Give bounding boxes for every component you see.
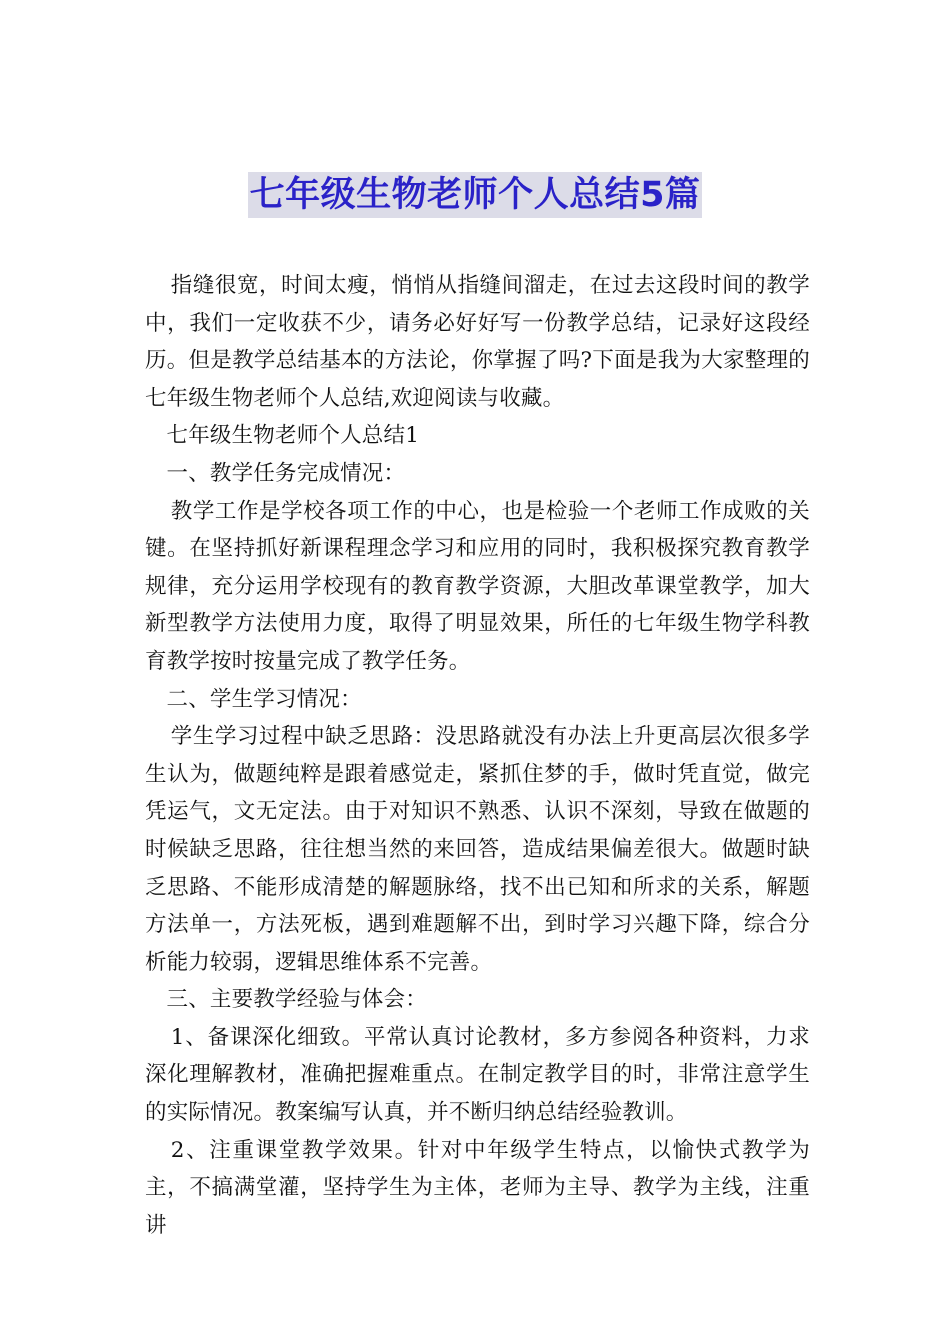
body-paragraph: 学生学习过程中缺乏思路：没思路就没有办法上升更高层次很多学生认为，做题纯粹是跟着感觉走，紧抓住梦的手，做时凭直觉，做完凭运气，文无定法。由于对知识不熟悉、认识不深刻，导致在做题的时候缺乏思路，往往想当然的来回答，造成结果偏差很大。做题时缺乏思路、不能形成清楚的解题脉络，找不出已知和所求的关系，解题方法单一，方法死板，遇到难题解不出，到时学习兴趣下降，综合分析能力较弱，逻辑思维体系不完善。 bbox=[145, 724, 810, 975]
intro-paragraph: 指缝很宽，时间太瘦，悄悄从指缝间溜走，在过去这段时间的教学中，我们一定收获不少，请务必好好写一份教学总结，记录好这段经历。但是教学总结基本的方法论，你掌握了吗?下面是我为大家整理的七年级生物老师个人总结,欢迎阅读与收藏。 bbox=[145, 273, 810, 411]
document-body bbox=[145, 267, 810, 1244]
list-item: 2、注重课堂教学效果。针对中年级学生特点，以愉快式教学为主，不搞满堂灌，坚持学生为主体，老师为主导、教学为主线，注重讲 bbox=[145, 1137, 810, 1238]
title-wrap bbox=[0, 172, 950, 218]
document-title: 七年级生物老师个人总结5篇 bbox=[248, 172, 703, 218]
list-item: 1、备课深化细致。平常认真讨论教材，多方参阅各种资料，力求深化理解教材，准确把握难重点。在制定教学目的时，非常注意学生的实际情况。教案编写认真，并不断归纳总结经验教训。 bbox=[145, 1024, 810, 1126]
body-paragraph: 教学工作是学校各项工作的中心，也是检验一个老师工作成败的关键。在坚持抓好新课程理念学习和应用的同时，我积极探究教育教学规律，充分运用学校现有的教育教学资源，大胆改革课堂教学，加大新型教学方法使用力度，取得了明显效果，所任的七年级生物学科教育教学按时按量完成了教学任务。 bbox=[145, 498, 810, 674]
subheading-1: 一、教学任务完成情况： bbox=[166, 460, 406, 486]
subheading-3: 三、主要教学经验与体会： bbox=[166, 987, 427, 1013]
section-title: 七年级生物老师个人总结1 bbox=[166, 423, 420, 449]
subheading-2: 二、学生学习情况： bbox=[166, 686, 362, 712]
